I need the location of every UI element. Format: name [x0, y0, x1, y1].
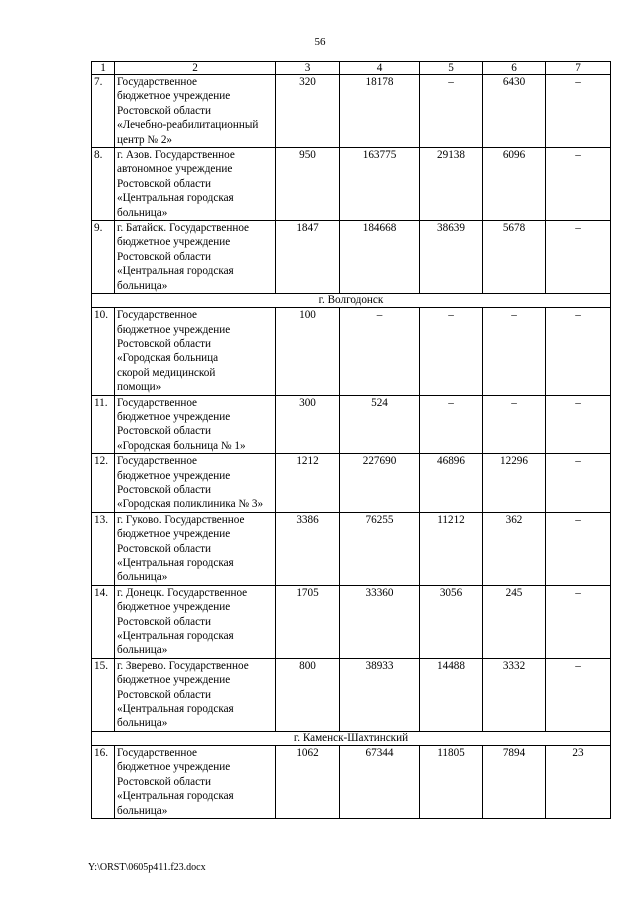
- institution-name-line: больница»: [117, 279, 168, 292]
- institution-name: [115, 658, 276, 731]
- institution-name-line: Ростовской области: [117, 104, 211, 117]
- institution-name-line: Ростовской области: [117, 250, 211, 263]
- institution-name-line: Ростовской области: [117, 337, 211, 350]
- table-row: [92, 745, 611, 818]
- value-cell-c3: 300: [276, 395, 340, 454]
- value-cell-c3: 950: [276, 148, 340, 221]
- value-cell-c3: 100: [276, 308, 340, 395]
- institution-name-line: г. Зверево. Государственное: [117, 659, 249, 672]
- institution-name-line: центр № 2»: [117, 133, 173, 146]
- value-cell-c7: –: [546, 658, 611, 731]
- table-row: [92, 308, 611, 395]
- institution-name-line: бюджетное учреждение: [117, 761, 231, 774]
- row-number: 14.: [92, 585, 115, 658]
- row-number: 11.: [92, 395, 115, 454]
- institution-name-line: больница»: [117, 206, 168, 219]
- table-row: [92, 221, 611, 294]
- value-cell-c5: –: [420, 75, 483, 148]
- row-number: 15.: [92, 658, 115, 731]
- value-cell-c6: 6430: [483, 75, 546, 148]
- institution-name-line: больница»: [117, 644, 168, 657]
- value-cell-c5: 29138: [420, 148, 483, 221]
- value-cell-c6: –: [483, 395, 546, 454]
- table-row: [92, 75, 611, 148]
- value-cell-c5: –: [420, 395, 483, 454]
- institution-name: [115, 75, 276, 148]
- value-cell-c4: 18178: [340, 75, 420, 148]
- institution-name-line: бюджетное учреждение: [117, 601, 231, 614]
- value-cell-c7: –: [546, 308, 611, 395]
- section-title: г. Волгодонск: [92, 294, 611, 308]
- header-cell: 5: [420, 62, 483, 75]
- table-row: [92, 395, 611, 454]
- value-cell-c4: 33360: [340, 585, 420, 658]
- institution-name-line: г. Гуково. Государственное: [117, 513, 245, 526]
- header-cell: 2: [115, 62, 276, 75]
- institution-name: [115, 585, 276, 658]
- institution-name-line: автономное учреждение: [117, 163, 233, 176]
- institution-name-line: больница»: [117, 804, 168, 817]
- institution-name-line: бюджетное учреждение: [117, 410, 231, 423]
- value-cell-c4: 38933: [340, 658, 420, 731]
- institution-name: [115, 454, 276, 513]
- institution-name-line: «Городская больница: [117, 352, 219, 365]
- value-cell-c7: –: [546, 221, 611, 294]
- table-body: [92, 62, 611, 819]
- institution-name-line: Ростовской области: [117, 177, 211, 190]
- value-cell-c6: 362: [483, 512, 546, 585]
- institution-name-line: «Центральная городская: [117, 557, 234, 569]
- page-number: 56: [314, 36, 326, 48]
- value-cell-c4: 76255: [340, 512, 420, 585]
- row-number: 12.: [92, 454, 115, 513]
- institution-name-line: «Центральная городская: [117, 192, 234, 205]
- row-number: 13.: [92, 512, 115, 585]
- table-row: [92, 454, 611, 513]
- institution-name: [115, 512, 276, 585]
- section-title: г. Каменск-Шахтинский: [92, 731, 611, 745]
- institution-name-line: бюджетное учреждение: [117, 528, 231, 541]
- institution-name-line: Государственное: [117, 396, 198, 409]
- value-cell-c7: –: [546, 512, 611, 585]
- value-cell-c6: 12296: [483, 454, 546, 513]
- value-cell-c5: 46896: [420, 454, 483, 513]
- value-cell-c3: 1705: [276, 585, 340, 658]
- institution-name-line: больница»: [117, 717, 168, 730]
- header-row: [92, 62, 611, 75]
- section-row: [92, 294, 611, 308]
- file-path-footer: Y:\ORST\0605p411.f23.docx: [88, 862, 206, 873]
- institution-name-line: Государственное: [117, 76, 198, 88]
- institution-name-line: «Центральная городская: [117, 703, 234, 716]
- value-cell-c3: 320: [276, 75, 340, 148]
- institution-name-line: Ростовской области: [117, 542, 211, 555]
- institution-name-line: «Центральная городская: [117, 630, 234, 643]
- institution-name-line: бюджетное учреждение: [117, 323, 231, 336]
- value-cell-c5: 14488: [420, 658, 483, 731]
- value-cell-c4: 227690: [340, 454, 420, 513]
- value-cell-c3: 1847: [276, 221, 340, 294]
- value-cell-c4: 524: [340, 395, 420, 454]
- institution-name-line: Ростовской области: [117, 483, 211, 496]
- header-cell: 3: [276, 62, 340, 75]
- row-number: 9.: [92, 221, 115, 294]
- header-cell: 6: [483, 62, 546, 75]
- value-cell-c4: 184668: [340, 221, 420, 294]
- row-number: 7.: [92, 75, 115, 148]
- value-cell-c5: 38639: [420, 221, 483, 294]
- value-cell-c6: 6096: [483, 148, 546, 221]
- value-cell-c6: 7894: [483, 745, 546, 818]
- value-cell-c4: 163775: [340, 148, 420, 221]
- value-cell-c3: 1062: [276, 745, 340, 818]
- institution-name: [115, 221, 276, 294]
- institution-name-line: Государственное: [117, 455, 198, 468]
- value-cell-c6: 245: [483, 585, 546, 658]
- institution-name-line: бюджетное учреждение: [117, 90, 231, 103]
- value-cell-c5: 11805: [420, 745, 483, 818]
- value-cell-c3: 800: [276, 658, 340, 731]
- institution-name-line: бюджетное учреждение: [117, 674, 231, 687]
- row-number: 10.: [92, 308, 115, 395]
- institution-name: [115, 308, 276, 395]
- institution-name-line: больница»: [117, 571, 168, 584]
- institution-name-line: Государственное: [117, 309, 198, 322]
- institution-name-line: Ростовской области: [117, 615, 211, 628]
- institution-name-line: «Городская поликлиника № 3»: [117, 498, 264, 511]
- row-number: 16.: [92, 745, 115, 818]
- section-row: [92, 731, 611, 745]
- institution-name-line: бюджетное учреждение: [117, 469, 231, 482]
- value-cell-c6: 3332: [483, 658, 546, 731]
- value-cell-c4: –: [340, 308, 420, 395]
- value-cell-c3: 3386: [276, 512, 340, 585]
- value-cell-c3: 1212: [276, 454, 340, 513]
- data-table: [91, 61, 611, 819]
- institution-name-line: г. Азов. Государственное: [117, 149, 235, 162]
- table-row: [92, 148, 611, 221]
- institution-name-line: Государственное: [117, 746, 198, 759]
- value-cell-c7: –: [546, 395, 611, 454]
- institution-name-line: «Центральная городская: [117, 790, 234, 803]
- header-cell: 1: [92, 62, 115, 75]
- institution-name-line: бюджетное учреждение: [117, 236, 231, 249]
- institution-name: [115, 148, 276, 221]
- institution-name: [115, 745, 276, 818]
- value-cell-c7: 23: [546, 745, 611, 818]
- institution-name-line: «Лечебно-реабилитационный: [117, 119, 259, 132]
- header-cell: 7: [546, 62, 611, 75]
- institution-name-line: скорой медицинской: [117, 366, 216, 379]
- institution-name-line: Ростовской области: [117, 425, 211, 438]
- institution-name-line: помощи»: [117, 381, 162, 394]
- row-number: 8.: [92, 148, 115, 221]
- header-cell: 4: [340, 62, 420, 75]
- value-cell-c5: 3056: [420, 585, 483, 658]
- value-cell-c7: –: [546, 75, 611, 148]
- institution-name-line: Ростовской области: [117, 775, 211, 788]
- table-row: [92, 585, 611, 658]
- value-cell-c7: –: [546, 454, 611, 513]
- value-cell-c5: 11212: [420, 512, 483, 585]
- institution-name-line: г. Донецк. Государственное: [117, 586, 248, 599]
- institution-name-line: г. Батайск. Государственное: [117, 222, 250, 235]
- table-row: [92, 658, 611, 731]
- value-cell-c7: –: [546, 148, 611, 221]
- table-row: [92, 512, 611, 585]
- value-cell-c6: –: [483, 308, 546, 395]
- value-cell-c6: 5678: [483, 221, 546, 294]
- value-cell-c7: –: [546, 585, 611, 658]
- value-cell-c4: 67344: [340, 745, 420, 818]
- institution-name: [115, 395, 276, 454]
- institution-name-line: Ростовской области: [117, 688, 211, 701]
- value-cell-c5: –: [420, 308, 483, 395]
- institution-name-line: «Центральная городская: [117, 265, 234, 278]
- institution-name-line: «Городская больница № 1»: [117, 439, 246, 452]
